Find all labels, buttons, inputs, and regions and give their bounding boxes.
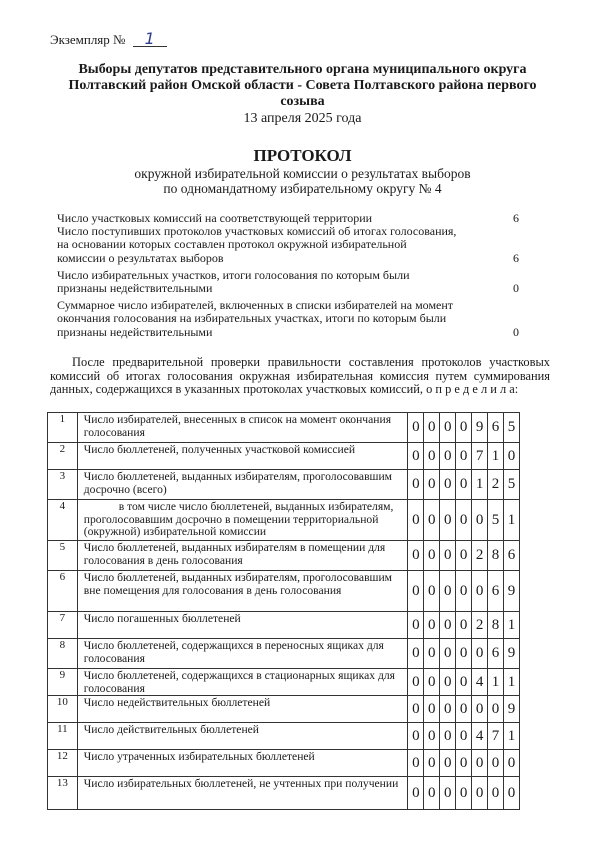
summary-row bbox=[57, 269, 527, 295]
table-row bbox=[48, 777, 520, 810]
row-digit: 0 bbox=[408, 639, 424, 669]
row-number: 13 bbox=[48, 777, 78, 810]
row-digit: 5 bbox=[488, 500, 504, 541]
row-digit: 0 bbox=[472, 750, 488, 777]
election-header bbox=[55, 62, 550, 127]
row-description: Число действительных бюллетеней bbox=[77, 723, 408, 750]
table-row bbox=[48, 612, 520, 639]
row-digit: 0 bbox=[440, 443, 456, 470]
table-row bbox=[48, 571, 520, 612]
row-description: в том числе число бюллетеней, выданных избирателям, проголосовавшим досрочно в помещении территориальной (окружной) избирательной комиссии bbox=[77, 500, 408, 541]
results-table bbox=[47, 412, 520, 810]
row-number: 10 bbox=[48, 696, 78, 723]
row-digit: 2 bbox=[472, 541, 488, 571]
row-digit: 0 bbox=[456, 443, 472, 470]
row-digit: 0 bbox=[456, 470, 472, 500]
row-number: 6 bbox=[48, 571, 78, 612]
row-digit: 0 bbox=[504, 443, 520, 470]
summary-text: Число избирательных участков, итоги голосования по которым были признаны недействительными bbox=[57, 267, 410, 296]
table-row bbox=[48, 470, 520, 500]
row-digit: 0 bbox=[440, 571, 456, 612]
table-row bbox=[48, 723, 520, 750]
election-date: 13 апреля 2025 года bbox=[243, 111, 362, 126]
row-digit: 0 bbox=[456, 750, 472, 777]
row-digit: 0 bbox=[456, 612, 472, 639]
row-digit: 0 bbox=[408, 541, 424, 571]
intro-paragraph: После предварительной проверки правильности составления протоколов участковых комиссий об итогах голосования окружная избирательная комиссия путем суммирования данных, содержащихся в указанных протоколах участковых комиссий, о п р е д е л и л а: bbox=[50, 355, 550, 397]
row-digit: 4 bbox=[472, 669, 488, 696]
protocol-header bbox=[55, 146, 550, 196]
row-digit: 0 bbox=[424, 571, 440, 612]
row-description: Число избирательных бюллетеней, не учтенных при получении bbox=[77, 777, 408, 810]
row-description: Число бюллетеней, выданных избирателям в помещении для голосования в день голосования bbox=[77, 541, 408, 571]
row-description: Число бюллетеней, содержащихся в стационарных ящиках для голосования bbox=[77, 669, 408, 696]
row-number: 4 bbox=[48, 500, 78, 541]
row-digit: 7 bbox=[472, 443, 488, 470]
table-row bbox=[48, 669, 520, 696]
row-digit: 0 bbox=[424, 470, 440, 500]
row-digit: 0 bbox=[408, 750, 424, 777]
table-row bbox=[48, 500, 520, 541]
row-digit: 0 bbox=[408, 470, 424, 500]
row-description: Число бюллетеней, выданных избирателям, проголосовавшим досрочно (всего) bbox=[77, 470, 408, 500]
table-row bbox=[48, 750, 520, 777]
row-digit: 0 bbox=[456, 413, 472, 443]
row-number: 3 bbox=[48, 470, 78, 500]
row-digit: 0 bbox=[424, 696, 440, 723]
row-digit: 0 bbox=[424, 750, 440, 777]
row-digit: 0 bbox=[488, 696, 504, 723]
row-digit: 0 bbox=[456, 639, 472, 669]
copy-number: 1 bbox=[133, 32, 167, 47]
row-digit: 0 bbox=[488, 750, 504, 777]
table-row bbox=[48, 541, 520, 571]
row-digit: 0 bbox=[424, 723, 440, 750]
row-digit: 9 bbox=[504, 571, 520, 612]
row-digit: 0 bbox=[440, 639, 456, 669]
row-digit: 0 bbox=[424, 541, 440, 571]
row-digit: 0 bbox=[456, 777, 472, 810]
row-digit: 1 bbox=[504, 723, 520, 750]
row-digit: 0 bbox=[424, 777, 440, 810]
row-digit: 0 bbox=[504, 750, 520, 777]
row-digit: 9 bbox=[504, 696, 520, 723]
row-digit: 0 bbox=[472, 500, 488, 541]
table-row bbox=[48, 413, 520, 443]
row-digit: 0 bbox=[408, 777, 424, 810]
row-digit: 0 bbox=[424, 669, 440, 696]
row-number: 5 bbox=[48, 541, 78, 571]
copy-number-line bbox=[50, 29, 167, 48]
row-digit: 0 bbox=[440, 777, 456, 810]
row-digit: 0 bbox=[408, 571, 424, 612]
row-digit: 1 bbox=[472, 470, 488, 500]
row-number: 2 bbox=[48, 443, 78, 470]
row-digit: 0 bbox=[424, 639, 440, 669]
row-digit: 0 bbox=[408, 612, 424, 639]
row-digit: 0 bbox=[440, 470, 456, 500]
row-digit: 0 bbox=[440, 612, 456, 639]
row-digit: 2 bbox=[472, 612, 488, 639]
summary-row bbox=[57, 299, 527, 339]
row-digit: 0 bbox=[440, 500, 456, 541]
row-description: Число погашенных бюллетеней bbox=[77, 612, 408, 639]
protocol-title: ПРОТОКОЛ bbox=[253, 146, 352, 165]
row-digit: 6 bbox=[488, 571, 504, 612]
row-number: 9 bbox=[48, 669, 78, 696]
row-digit: 0 bbox=[424, 500, 440, 541]
summary-text: Число поступивших протоколов участковых комиссий об итогах голосования, на основании которых составлен протокол окружной избирательной комиссии о результатах выборов bbox=[57, 224, 457, 265]
row-number: 12 bbox=[48, 750, 78, 777]
row-number: 7 bbox=[48, 612, 78, 639]
row-description: Число бюллетеней, полученных участковой комиссией bbox=[77, 443, 408, 470]
row-digit: 0 bbox=[440, 669, 456, 696]
row-digit: 0 bbox=[440, 750, 456, 777]
row-digit: 1 bbox=[488, 669, 504, 696]
row-digit: 0 bbox=[456, 500, 472, 541]
row-digit: 0 bbox=[504, 777, 520, 810]
row-digit: 0 bbox=[488, 777, 504, 810]
row-digit: 0 bbox=[456, 669, 472, 696]
row-digit: 1 bbox=[504, 612, 520, 639]
row-number: 1 bbox=[48, 413, 78, 443]
summary-value: 6 bbox=[513, 211, 519, 225]
row-digit: 0 bbox=[456, 541, 472, 571]
row-number: 8 bbox=[48, 639, 78, 669]
summary-text: Число участковых комиссий на соответствующей территории bbox=[57, 211, 373, 225]
row-digit: 6 bbox=[488, 639, 504, 669]
row-digit: 0 bbox=[408, 413, 424, 443]
row-digit: 1 bbox=[488, 443, 504, 470]
row-digit: 9 bbox=[472, 413, 488, 443]
summary-text: Суммарное число избирателей, включенных в списки избирателей на момент окончания голосования на избирательных участках, итоги по которым были признаны недействительными bbox=[57, 298, 454, 339]
row-digit: 0 bbox=[408, 669, 424, 696]
row-digit: 0 bbox=[424, 612, 440, 639]
election-title: Выборы депутатов представительного органа муниципального округа Полтавский район Омской области - Совета Полтавского района первого созыва bbox=[68, 62, 537, 109]
summary-value: 0 bbox=[513, 324, 519, 339]
row-number: 11 bbox=[48, 723, 78, 750]
row-digit: 0 bbox=[440, 696, 456, 723]
row-digit: 0 bbox=[456, 723, 472, 750]
row-digit: 0 bbox=[440, 541, 456, 571]
row-digit: 0 bbox=[424, 413, 440, 443]
protocol-subtitle-2: по одномандатному избирательному округу № 4 bbox=[163, 181, 442, 196]
row-digit: 6 bbox=[488, 413, 504, 443]
copy-label: Экземпляр № bbox=[50, 32, 126, 47]
row-digit: 0 bbox=[408, 723, 424, 750]
row-digit: 9 bbox=[504, 639, 520, 669]
row-description: Число избирателей, внесенных в список на момент окончания голосования bbox=[77, 413, 408, 443]
row-digit: 5 bbox=[504, 470, 520, 500]
row-digit: 0 bbox=[408, 443, 424, 470]
row-digit: 0 bbox=[472, 777, 488, 810]
row-digit: 0 bbox=[440, 723, 456, 750]
table-row bbox=[48, 639, 520, 669]
summary-row bbox=[57, 225, 527, 265]
row-digit: 8 bbox=[488, 541, 504, 571]
row-digit: 1 bbox=[504, 500, 520, 541]
row-digit: 0 bbox=[456, 696, 472, 723]
row-digit: 0 bbox=[472, 639, 488, 669]
row-description: Число бюллетеней, выданных избирателям, проголосовавшим вне помещения для голосования в день голосования bbox=[77, 571, 408, 612]
row-description: Число бюллетеней, содержащихся в переносных ящиках для голосования bbox=[77, 639, 408, 669]
row-digit: 8 bbox=[488, 612, 504, 639]
summary-block bbox=[57, 212, 527, 339]
row-digit: 0 bbox=[408, 500, 424, 541]
row-digit: 0 bbox=[440, 413, 456, 443]
row-digit: 0 bbox=[424, 443, 440, 470]
row-description: Число утраченных избирательных бюллетеней bbox=[77, 750, 408, 777]
row-digit: 6 bbox=[504, 541, 520, 571]
row-digit: 1 bbox=[504, 669, 520, 696]
table-row bbox=[48, 443, 520, 470]
row-digit: 0 bbox=[472, 696, 488, 723]
row-digit: 5 bbox=[504, 413, 520, 443]
row-digit: 0 bbox=[456, 571, 472, 612]
summary-value: 0 bbox=[513, 281, 519, 296]
summary-value: 6 bbox=[513, 250, 519, 265]
row-digit: 2 bbox=[488, 470, 504, 500]
row-digit: 4 bbox=[472, 723, 488, 750]
table-row bbox=[48, 696, 520, 723]
row-description: Число недействительных бюллетеней bbox=[77, 696, 408, 723]
row-digit: 7 bbox=[488, 723, 504, 750]
protocol-subtitle-1: окружной избирательной комиссии о результатах выборов bbox=[134, 166, 471, 181]
row-digit: 0 bbox=[472, 571, 488, 612]
row-digit: 0 bbox=[408, 696, 424, 723]
